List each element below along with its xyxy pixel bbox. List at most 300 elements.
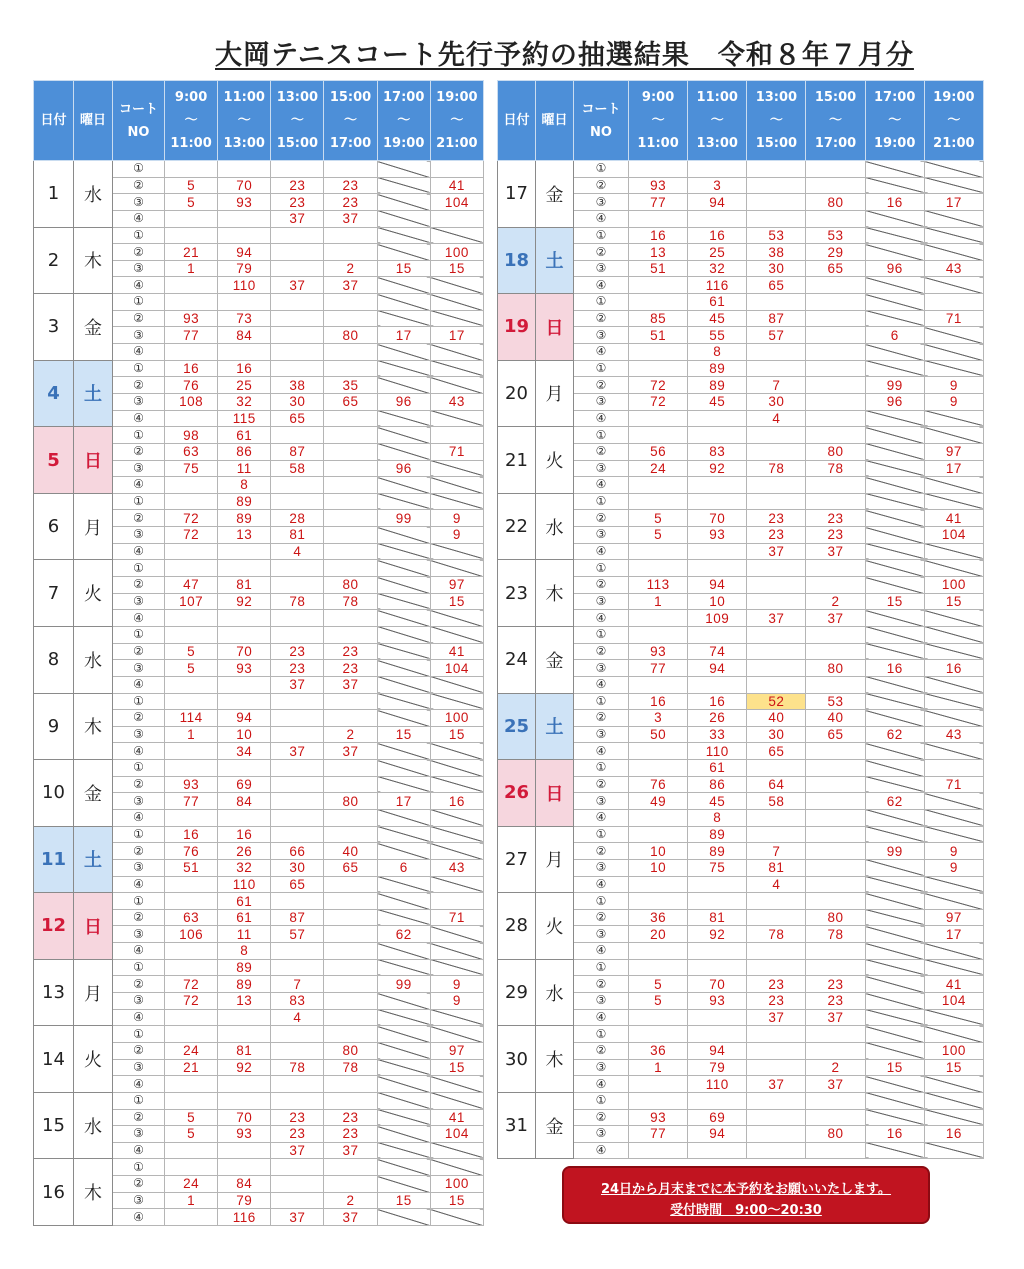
closed-slot [430,1092,483,1109]
court-number: ① [574,693,629,710]
lottery-number: 23 [806,527,865,544]
lottery-number [218,1026,271,1043]
court-number: ③ [113,194,165,211]
closed-slot [865,427,924,444]
court-number: ③ [574,1059,629,1076]
lottery-number: 45 [688,793,747,810]
lottery-number [806,843,865,860]
court-number: ③ [113,393,165,410]
lottery-number: 62 [865,726,924,743]
court-number: ③ [574,859,629,876]
lottery-number: 23 [271,660,324,677]
lottery-number: 1 [629,1059,688,1076]
lottery-number: 110 [688,1076,747,1093]
court-number: ① [113,1026,165,1043]
weekday-cell: 木 [536,1026,574,1093]
lottery-number [271,477,324,494]
lottery-number [165,410,218,427]
lottery-number: 77 [629,660,688,677]
court-number: ② [574,643,629,660]
lottery-number [324,710,377,727]
lottery-number [271,693,324,710]
court-number: ④ [574,876,629,893]
lottery-number [629,1092,688,1109]
lottery-number [688,626,747,643]
lottery-number: 15 [430,1192,483,1209]
lottery-number: 97 [924,909,983,926]
weekday-cell: 金 [74,294,113,361]
lottery-number [271,893,324,910]
lottery-number: 71 [430,443,483,460]
lottery-number [271,726,324,743]
court-number: ② [113,443,165,460]
closed-slot [377,1126,430,1143]
date-cell: 11 [34,826,74,893]
lottery-number [806,1109,865,1126]
lottery-number: 23 [324,660,377,677]
lottery-number [271,626,324,643]
lottery-number: 92 [688,926,747,943]
lottery-number: 30 [747,726,806,743]
lottery-number: 92 [218,593,271,610]
closed-slot [865,210,924,227]
date-cell: 12 [34,893,74,960]
closed-slot [865,1026,924,1043]
closed-slot [377,294,430,311]
lottery-number: 16 [629,693,688,710]
closed-slot [924,410,983,427]
lottery-number: 25 [218,377,271,394]
lottery-number [324,527,377,544]
lottery-number: 37 [324,676,377,693]
court-row [498,893,984,910]
lottery-number: 63 [165,443,218,460]
closed-slot [924,177,983,194]
closed-slot [377,643,430,660]
lottery-number [165,693,218,710]
lottery-number [806,626,865,643]
closed-slot [430,493,483,510]
lottery-number [629,360,688,377]
lottery-number [688,1009,747,1026]
lottery-number: 86 [688,776,747,793]
closed-slot [430,826,483,843]
lottery-number [324,959,377,976]
closed-slot [377,310,430,327]
closed-slot [377,527,430,544]
lottery-number [324,460,377,477]
weekday-cell: 月 [536,826,574,893]
closed-slot [377,993,430,1010]
closed-slot [924,959,983,976]
lottery-number: 23 [747,993,806,1010]
lottery-number [271,610,324,627]
header-time-slot: 11:00 ～ 13:00 [218,81,271,161]
lottery-number [324,993,377,1010]
closed-slot [430,344,483,361]
closed-slot [924,543,983,560]
court-number: ① [113,1092,165,1109]
lottery-number: 79 [218,1192,271,1209]
date-cell: 9 [34,693,74,760]
lottery-number [165,344,218,361]
lottery-number: 99 [377,510,430,527]
header-time-slot: 19:00 ～ 21:00 [430,81,483,161]
court-number: ③ [113,1059,165,1076]
lottery-number: 23 [271,194,324,211]
court-number: ④ [113,809,165,826]
closed-slot [924,1026,983,1043]
lottery-number: 70 [218,1109,271,1126]
weekday-cell: 火 [74,560,113,627]
court-number: ③ [574,527,629,544]
date-cell: 2 [34,227,74,294]
lottery-number: 32 [218,393,271,410]
lottery-number [271,327,324,344]
lottery-number: 6 [377,859,430,876]
lottery-number [430,893,483,910]
lottery-number: 94 [218,244,271,261]
closed-slot [377,1159,430,1176]
lottery-number: 97 [924,443,983,460]
closed-slot [377,610,430,627]
lottery-number [747,344,806,361]
lottery-number: 99 [865,843,924,860]
lottery-number: 81 [218,577,271,594]
closed-slot [865,510,924,527]
court-number: ③ [574,1126,629,1143]
lottery-number [688,493,747,510]
closed-slot [377,1109,430,1126]
lottery-number: 8 [688,809,747,826]
closed-slot [865,1009,924,1026]
court-number: ③ [113,726,165,743]
lottery-number: 47 [165,577,218,594]
lottery-number: 78 [747,460,806,477]
lottery-number: 32 [688,260,747,277]
court-number: ② [574,776,629,793]
court-number: ② [113,909,165,926]
court-number: ③ [113,593,165,610]
lottery-number [324,876,377,893]
court-row [34,360,484,377]
lottery-number: 3 [688,177,747,194]
closed-slot [430,1142,483,1159]
court-number: ① [574,760,629,777]
court-number: ④ [574,676,629,693]
closed-slot [924,427,983,444]
table-header [34,81,484,161]
lottery-number: 37 [806,610,865,627]
court-row [34,959,484,976]
lottery-number: 65 [271,410,324,427]
header-time-slot: 15:00 ～ 17:00 [806,81,865,161]
court-row [34,1092,484,1109]
lottery-number: 104 [924,993,983,1010]
lottery-number: 16 [865,1126,924,1143]
lottery-number: 4 [271,543,324,560]
lottery-number [747,660,806,677]
closed-slot [430,693,483,710]
lottery-number [629,876,688,893]
lottery-number [271,244,324,261]
lottery-number: 106 [165,926,218,943]
lottery-number: 81 [271,527,324,544]
lottery-number [324,477,377,494]
lottery-number [324,693,377,710]
reservation-notice [562,1166,930,1224]
lottery-number [271,826,324,843]
lottery-number: 81 [747,859,806,876]
closed-slot [924,676,983,693]
date-cell: 10 [34,760,74,827]
lottery-number [324,776,377,793]
lottery-number [747,760,806,777]
lottery-number: 81 [688,909,747,926]
lottery-number: 74 [688,643,747,660]
lottery-number: 113 [629,577,688,594]
header-time-slot: 9:00 ～ 11:00 [165,81,218,161]
weekday-cell: 土 [74,360,113,427]
court-number: ③ [574,793,629,810]
court-number: ④ [113,1076,165,1093]
lottery-number: 17 [430,327,483,344]
lottery-number: 10 [688,593,747,610]
header-date: 日付 [34,81,74,161]
lottery-number [806,760,865,777]
lottery-number [218,294,271,311]
weekday-cell: 水 [536,959,574,1026]
lottery-number: 15 [377,1192,430,1209]
lottery-number: 64 [747,776,806,793]
lottery-number: 4 [747,410,806,427]
lottery-number: 57 [271,926,324,943]
court-number: ① [113,161,165,178]
lottery-number [324,1076,377,1093]
lottery-number: 20 [629,926,688,943]
court-number: ① [574,360,629,377]
court-row [34,493,484,510]
closed-slot [924,1109,983,1126]
lottery-number [629,344,688,361]
lottery-number [629,826,688,843]
lottery-number: 83 [271,993,324,1010]
weekday-cell: 金 [536,161,574,228]
lottery-number [324,244,377,261]
lottery-number: 13 [218,527,271,544]
lottery-number [747,826,806,843]
lottery-number: 93 [165,776,218,793]
court-number: ② [113,843,165,860]
lottery-number [806,360,865,377]
court-row [498,760,984,777]
court-row [498,493,984,510]
lottery-number [688,477,747,494]
lottery-number: 2 [324,726,377,743]
closed-slot [377,493,430,510]
closed-slot [430,1159,483,1176]
lottery-number [165,161,218,178]
lottery-number: 53 [806,227,865,244]
court-number: ① [574,893,629,910]
lottery-number [271,943,324,960]
closed-slot [377,909,430,926]
lottery-number: 77 [165,327,218,344]
lottery-number: 78 [806,460,865,477]
lottery-number: 109 [688,610,747,627]
lottery-number: 80 [324,577,377,594]
lottery-number: 89 [218,976,271,993]
lottery-number: 97 [430,577,483,594]
lottery-number [324,227,377,244]
court-number: ② [113,976,165,993]
lottery-number [806,560,865,577]
lottery-number: 71 [924,776,983,793]
lottery-number: 24 [165,1042,218,1059]
lottery-number [165,743,218,760]
court-number: ② [574,510,629,527]
lottery-number: 94 [688,1042,747,1059]
lottery-number: 93 [218,660,271,677]
weekday-cell: 火 [536,893,574,960]
lottery-number: 51 [629,327,688,344]
closed-slot [865,493,924,510]
closed-slot [924,1142,983,1159]
lottery-number: 2 [806,1059,865,1076]
lottery-number: 85 [629,310,688,327]
closed-slot [924,809,983,826]
lottery-number [629,610,688,627]
lottery-number [806,294,865,311]
court-number: ① [574,626,629,643]
lottery-number [688,560,747,577]
lottery-number [806,959,865,976]
lottery-number [806,676,865,693]
lottery-number [629,493,688,510]
court-number: ① [574,959,629,976]
lottery-number: 100 [924,1042,983,1059]
lottery-number: 36 [629,909,688,926]
court-number: ① [574,227,629,244]
court-number: ① [574,1026,629,1043]
closed-slot [430,377,483,394]
lottery-number: 65 [747,743,806,760]
lottery-number: 23 [271,177,324,194]
closed-slot [924,610,983,627]
lottery-number: 79 [688,1059,747,1076]
court-number: ③ [574,993,629,1010]
lottery-number: 30 [271,859,324,876]
court-number: ④ [574,210,629,227]
lottery-number: 93 [629,643,688,660]
lottery-number: 23 [324,1126,377,1143]
lottery-number: 23 [324,1109,377,1126]
lottery-number [806,410,865,427]
lottery-number [688,1026,747,1043]
lottery-number: 37 [806,1076,865,1093]
closed-slot [865,1109,924,1126]
date-cell: 4 [34,360,74,427]
lottery-number [747,943,806,960]
lottery-number [271,1092,324,1109]
lottery-number: 93 [218,1126,271,1143]
lottery-number [629,1009,688,1026]
closed-slot [430,626,483,643]
closed-slot [865,710,924,727]
court-number: ② [574,443,629,460]
court-number: ③ [113,660,165,677]
lottery-number [629,1076,688,1093]
closed-slot [377,660,430,677]
court-number: ① [113,959,165,976]
lottery-number: 66 [271,843,324,860]
lottery-number [747,909,806,926]
lottery-number: 73 [218,310,271,327]
lottery-number: 38 [271,377,324,394]
lottery-number [629,893,688,910]
lottery-number: 93 [165,310,218,327]
court-row [34,826,484,843]
lottery-number [688,893,747,910]
lottery-number [271,710,324,727]
closed-slot [924,626,983,643]
lottery-number [271,577,324,594]
closed-slot [377,477,430,494]
lottery-number: 37 [271,676,324,693]
lottery-number: 16 [688,227,747,244]
lottery-number: 5 [629,527,688,544]
lottery-number: 43 [430,859,483,876]
lottery-number [747,427,806,444]
lottery-number: 84 [218,793,271,810]
closed-slot [430,776,483,793]
lottery-number [430,427,483,444]
lottery-number: 58 [747,793,806,810]
lottery-number [165,943,218,960]
lottery-number [165,477,218,494]
lottery-number [747,177,806,194]
court-number: ② [574,577,629,594]
lottery-number: 37 [324,210,377,227]
court-number: ④ [113,410,165,427]
lottery-number [806,793,865,810]
lottery-number: 41 [430,1109,483,1126]
lottery-number: 94 [688,1126,747,1143]
closed-slot [377,277,430,294]
court-row [498,560,984,577]
lottery-number: 87 [271,443,324,460]
lottery-number: 16 [924,660,983,677]
lottery-number: 72 [165,993,218,1010]
lottery-number [324,760,377,777]
lottery-number: 78 [747,926,806,943]
lottery-number [271,227,324,244]
date-cell: 26 [498,760,536,827]
lottery-number: 11 [218,460,271,477]
closed-slot [865,976,924,993]
lottery-number [629,294,688,311]
weekday-cell: 金 [74,760,113,827]
court-number: ② [574,710,629,727]
court-number: ② [574,909,629,926]
closed-slot [865,527,924,544]
court-number: ③ [574,660,629,677]
court-row [34,227,484,244]
lottery-number: 72 [165,527,218,544]
lottery-number [806,1026,865,1043]
lottery-number [688,161,747,178]
lottery-number [806,1142,865,1159]
